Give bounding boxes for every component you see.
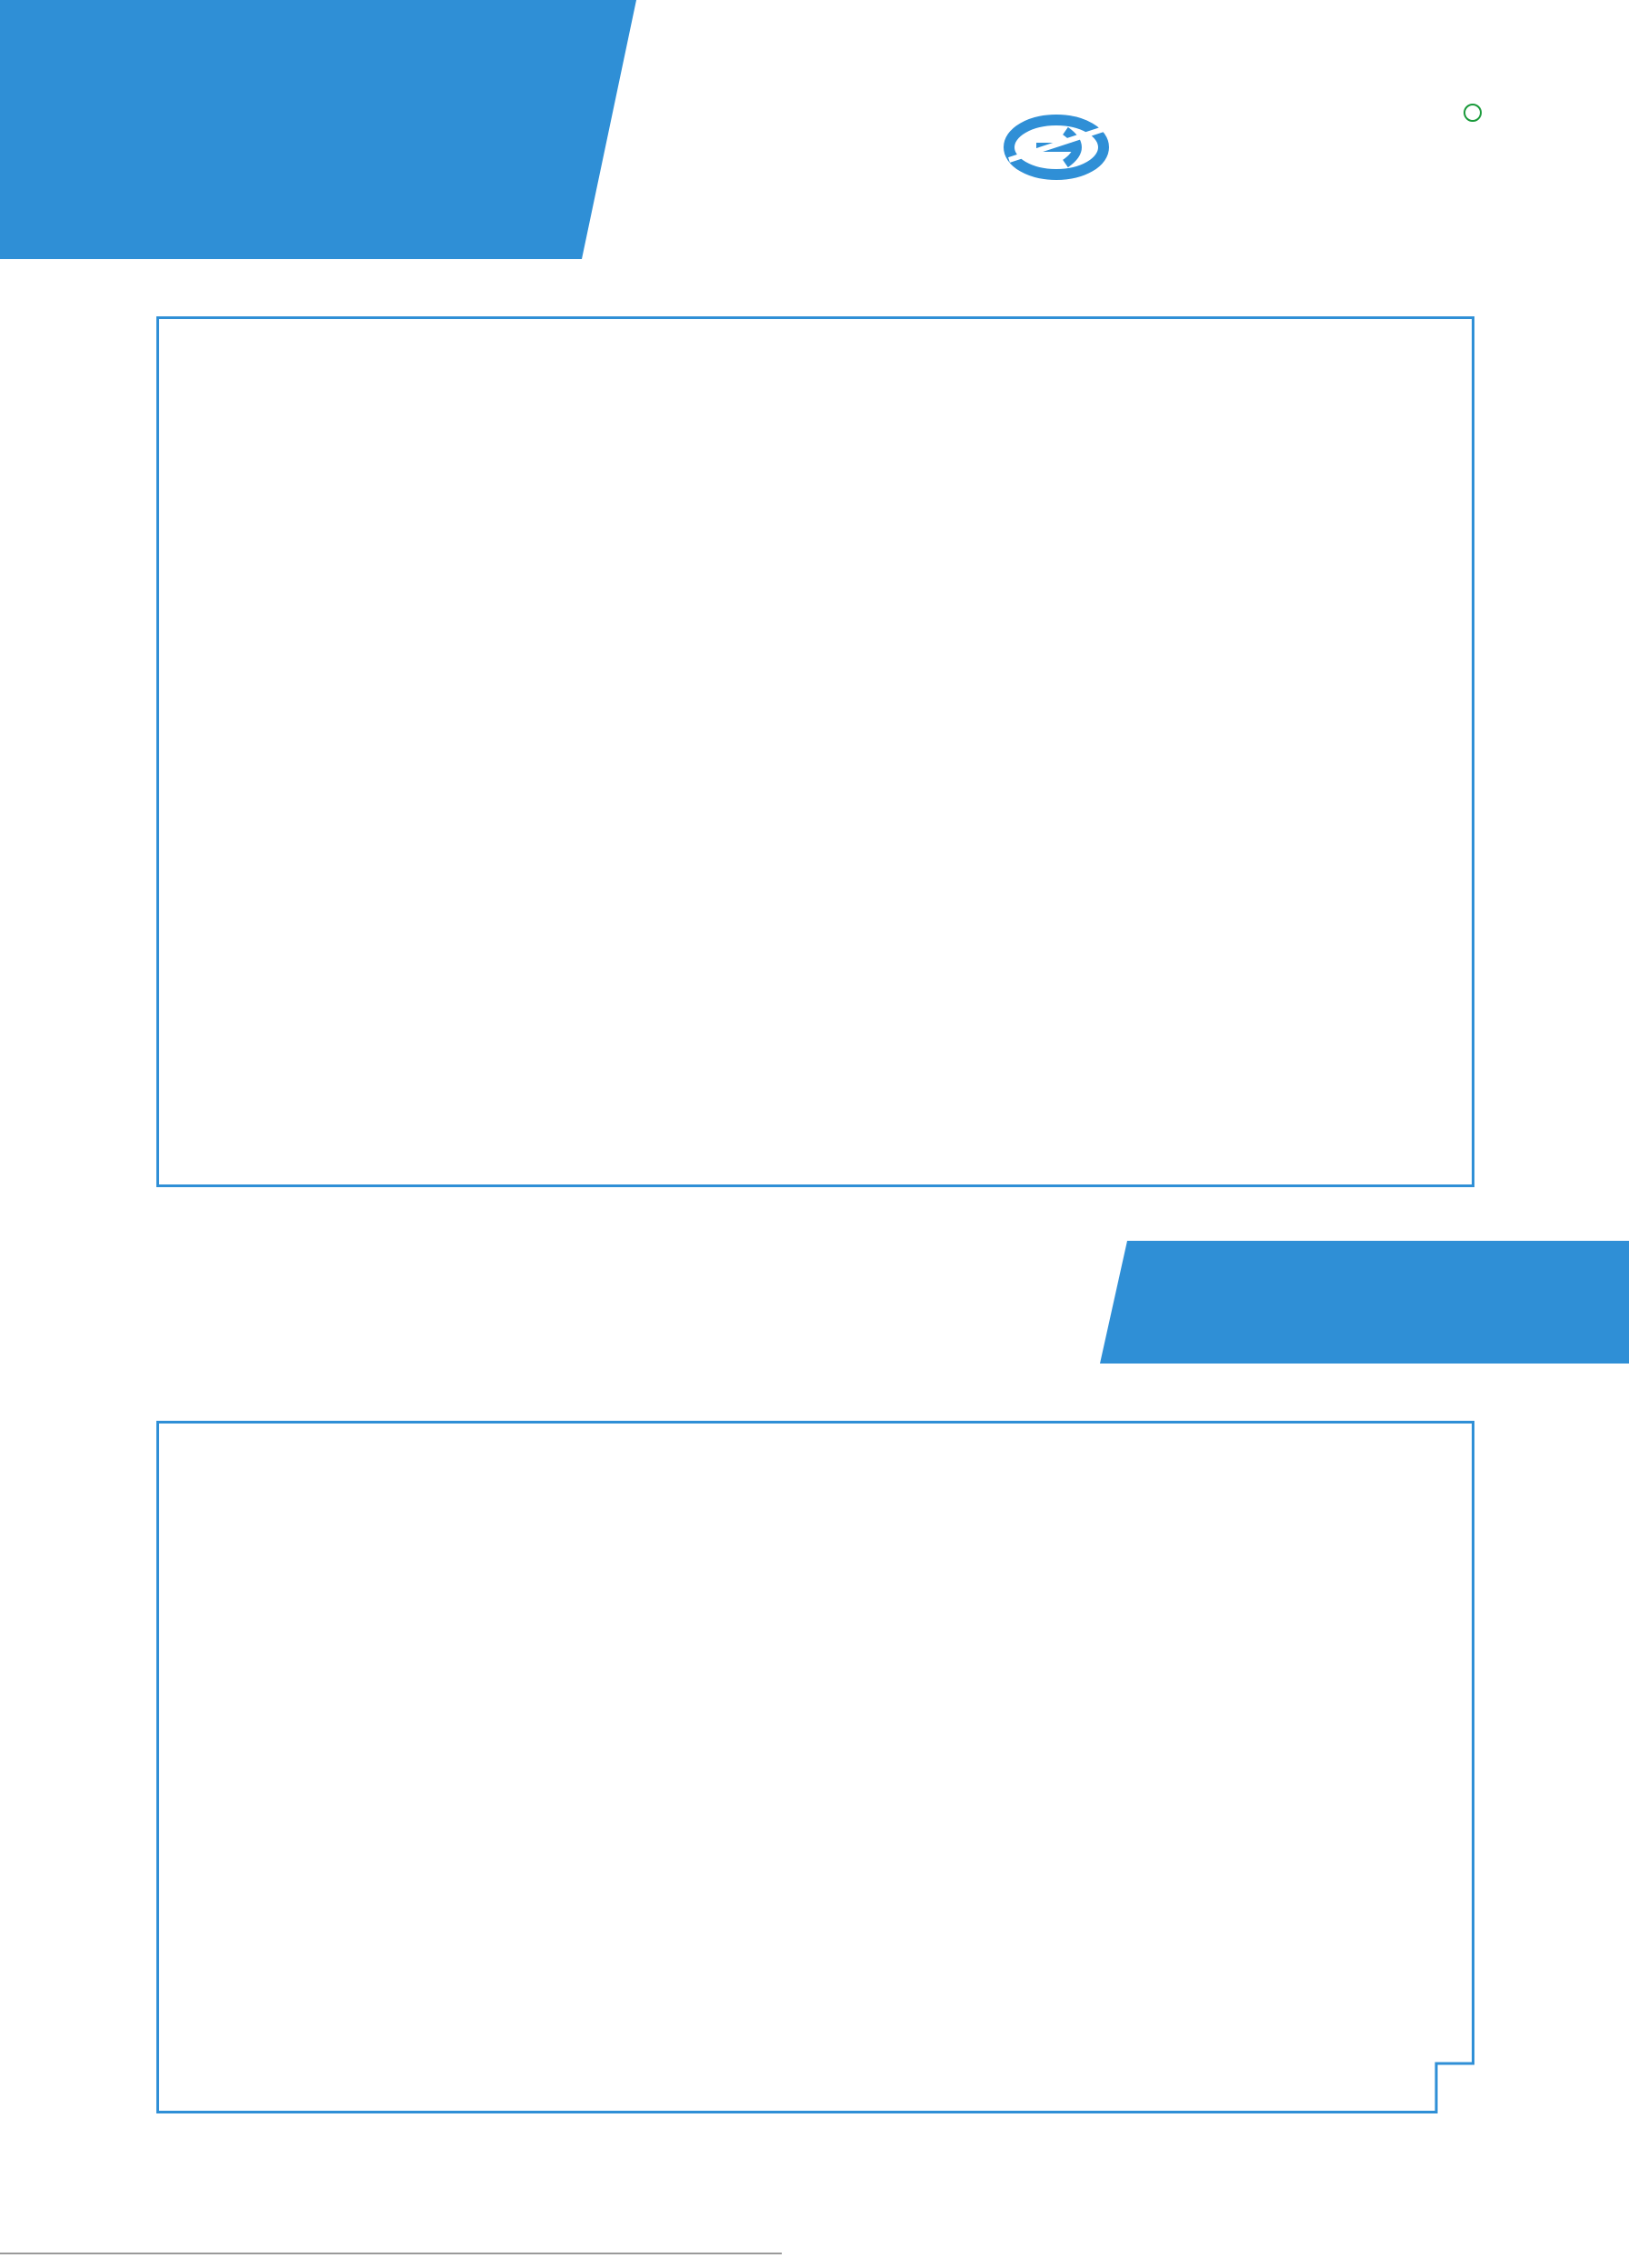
footer-rule — [0, 2253, 782, 2254]
brand-logo — [1000, 100, 1500, 209]
divider-band — [0, 1227, 1629, 1364]
registered-mark — [1464, 104, 1482, 122]
mount-box — [156, 1421, 1474, 2113]
attention-box — [156, 316, 1474, 1187]
logo-mark-icon — [1000, 111, 1127, 184]
